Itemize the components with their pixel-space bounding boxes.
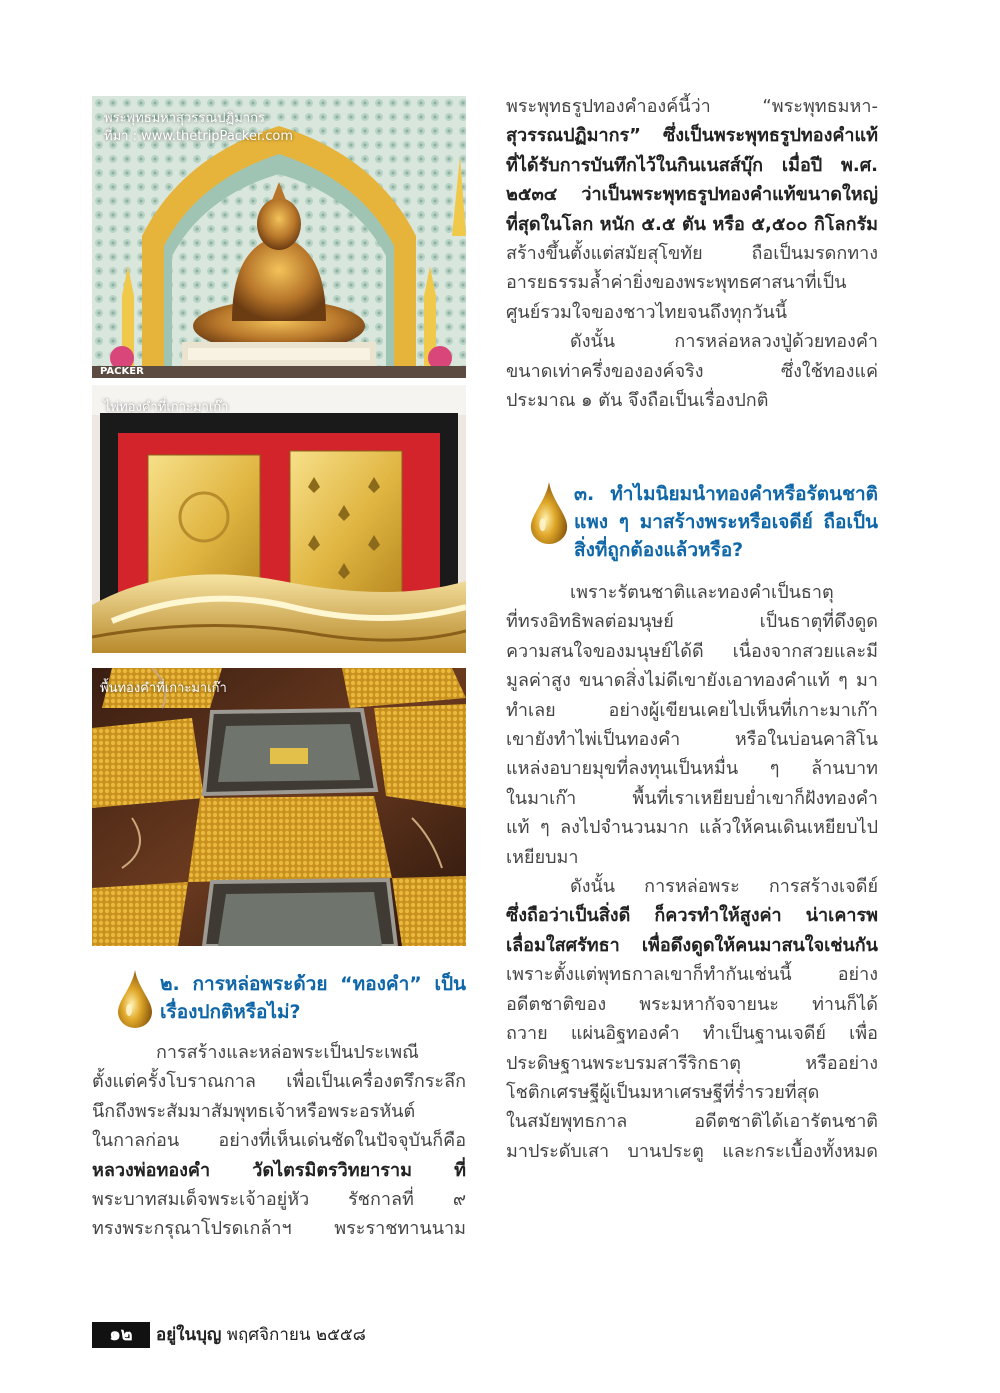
- body-line: การสร้างและหล่อพระเป็นประเพณี: [156, 1042, 419, 1063]
- footer-issue: [156, 1322, 366, 1348]
- photo-golden-cards: [92, 385, 466, 653]
- body-line: ศูนย์รวมใจของชาวไทยจนถึงทุกวันนี้: [506, 301, 788, 323]
- body-line: เลื่อมใสศรัทธา เพื่อดึงดูดให้คนมาสนใจเช่นกัน: [506, 934, 878, 956]
- golden-cards-image: [92, 385, 466, 653]
- body-line: สร้างขึ้นตั้งแต่สมัยสุโขทัย ถือเป็นมรดกทาง: [506, 243, 878, 265]
- section-heading-3: [574, 480, 878, 564]
- body-line: แหล่งอบายมุขที่ลงทุนเป็นหมื่น ๆ ล้านบาท: [506, 758, 878, 780]
- body-line: ประดิษฐานพระบรมสารีริกธาตุ หรืออย่าง: [506, 1052, 878, 1074]
- body-line: ความสนใจของมนุษย์ได้ดี เนื่องจากสวยและมี: [506, 640, 878, 662]
- body-line: แท้ ๆ ลงไปจำนวนมาก แล้วให้คนเดินเหยียบไป: [506, 817, 878, 839]
- body-line: ในมาเก๊า พื้นที่เราเหยียบย่ำเขาก็ฝังทองคำ: [506, 787, 878, 809]
- body-line: ที่ทรงอิทธิพลต่อมนุษย์ เป็นธาตุที่ดึงดูด: [506, 611, 878, 633]
- photo-caption-line: พื้นทองคำที่เกาะมาเก๊า: [100, 681, 227, 696]
- golden-floor-image: [92, 668, 466, 946]
- body-line: ในสมัยพุทธกาล อดีตชาติได้เอารัตนชาติ: [506, 1111, 878, 1133]
- right-column-top: [506, 92, 878, 415]
- body-line: อารยธรรมล้ำค่ายิ่งของพระพุทธศาสนาที่เป็น: [506, 272, 847, 294]
- body-line: เพราะรัตนชาติและทองคำเป็นธาตุ: [570, 582, 834, 603]
- body-line: ประมาณ ๑ ตัน จึงถือเป็นเรื่องปกติ: [506, 390, 769, 412]
- body-line: เพราะตั้งแต่พุทธกาลเขาก็ทำกันเช่นนี้ อย่าง: [506, 964, 878, 986]
- body-line: ที่ได้รับการบันทึกไว้ในกินเนสส์บุ๊ก เมื่อปี พ.ศ.: [506, 154, 878, 176]
- body-line: โชติกเศรษฐีผู้เป็นมหาเศรษฐีที่ร่ำรวยที่สุด: [506, 1081, 820, 1103]
- body-line: หลวงพ่อทองคำ วัดไตรมิตรวิทยาราม ที่: [92, 1159, 466, 1181]
- magazine-name: อยู่ในบุญ: [156, 1325, 222, 1345]
- heading-line: แพง ๆ มาสร้างพระหรือเจดีย์ ถือเป็น: [574, 511, 878, 533]
- body-line: มาประดับเสา บานประตู และกระเบื้องทั้งหมด: [506, 1140, 878, 1162]
- heading-line: สิ่งที่ถูกต้องแล้วหรือ?: [574, 539, 744, 561]
- photo-overlay-text: PACKER: [100, 366, 144, 377]
- body-line: ดังนั้น การหล่อพระ การสร้างเจดีย์: [570, 876, 878, 898]
- heading-line: ๒. การหล่อพระด้วย “ทองคำ” เป็น: [160, 973, 466, 995]
- body-line: อดีตชาติของ พระมหากัจจายนะ ท่านก็ได้: [506, 993, 878, 1015]
- body-line: ในกาลก่อน อย่างที่เห็นเด่นชัดในปัจจุบันก็คือ: [92, 1130, 466, 1152]
- body-line: พระพุทธรูปทองคำองค์นี้ว่า “พระพุทธมหา-: [506, 96, 878, 117]
- gold-drop-icon: [530, 482, 568, 544]
- photo-source-line: ที่มา : www.thetripPacker.com: [104, 129, 294, 144]
- heading-line: เรื่องปกติหรือไม่?: [160, 1001, 301, 1023]
- photo-golden-floor: [92, 668, 466, 946]
- body-line: ที่สุดในโลก หนัก ๕.๕ ตัน หรือ ๕,๕๐๐ กิโลกรัม: [506, 213, 878, 235]
- body-line: เขายังทำไพ่เป็นทองคำ หรือในบ่อนคาสิโน: [506, 729, 878, 751]
- photo-caption-line: พระพุทธมหาสุวรรณปฏิมากร: [104, 111, 266, 126]
- body-line: มูลค่าสูง ขนาดสิ่งไม่ดีเขายังเอาทองคำแท้ ๆ มา: [506, 670, 878, 692]
- body-line: ขนาดเท่าครึ่งขององค์จริง ซึ่งใช้ทองแค่: [506, 360, 878, 382]
- body-line: ถวาย แผ่นอิฐทองคำ ทำเป็นฐานเจดีย์ เพื่อ: [506, 1023, 878, 1045]
- body-line: นึกถึงพระสัมมาสัมพุทธเจ้าหรือพระอรหันต์: [92, 1100, 416, 1122]
- body-line: ตั้งแต่ครั้งโบราณกาล เพื่อเป็นเครื่องตรึกระลึก: [92, 1071, 466, 1093]
- body-line: ๒๕๓๔ ว่าเป็นพระพุทธรูปทองคำแท้ขนาดใหญ่: [506, 184, 878, 206]
- heading-line: ๓. ทำไมนิยมนำทองคำหรือรัตนชาติ: [574, 483, 878, 505]
- left-column-body: [92, 1038, 466, 1244]
- body-line: เหยียบมา: [506, 846, 579, 868]
- body-line: พระบาทสมเด็จพระเจ้าอยู่หัว รัชกาลที่ ๙: [92, 1189, 466, 1211]
- page-number: ๑๒: [92, 1322, 150, 1348]
- body-line: ทำเลย อย่างผู้เขียนเคยไปเห็นที่เกาะมาเก๊า: [506, 699, 878, 721]
- section-heading-2: [160, 970, 466, 1026]
- photo-caption-line: ไพ่ทองคำที่เกาะมาเก๊า: [104, 400, 229, 415]
- body-line: ดังนั้น การหล่อหลวงปู่ด้วยทองคำ: [570, 331, 878, 353]
- right-column-body: [506, 578, 878, 1166]
- body-line: ซึ่งถือว่าเป็นสิ่งดี ก็ควรทำให้สูงค่า น่าเคารพ: [506, 905, 878, 927]
- body-line: ทรงพระกรุณาโปรดเกล้าฯ พระราชทานนาม: [92, 1218, 466, 1240]
- body-line: สุวรรณปฏิมากร” ซึ่งเป็นพระพุทธรูปทองคำแท้: [506, 125, 878, 147]
- issue-date: พฤศจิกายน ๒๕๕๘: [226, 1325, 366, 1345]
- gold-drop-icon: [118, 970, 152, 1028]
- photo-golden-buddha: [92, 96, 466, 378]
